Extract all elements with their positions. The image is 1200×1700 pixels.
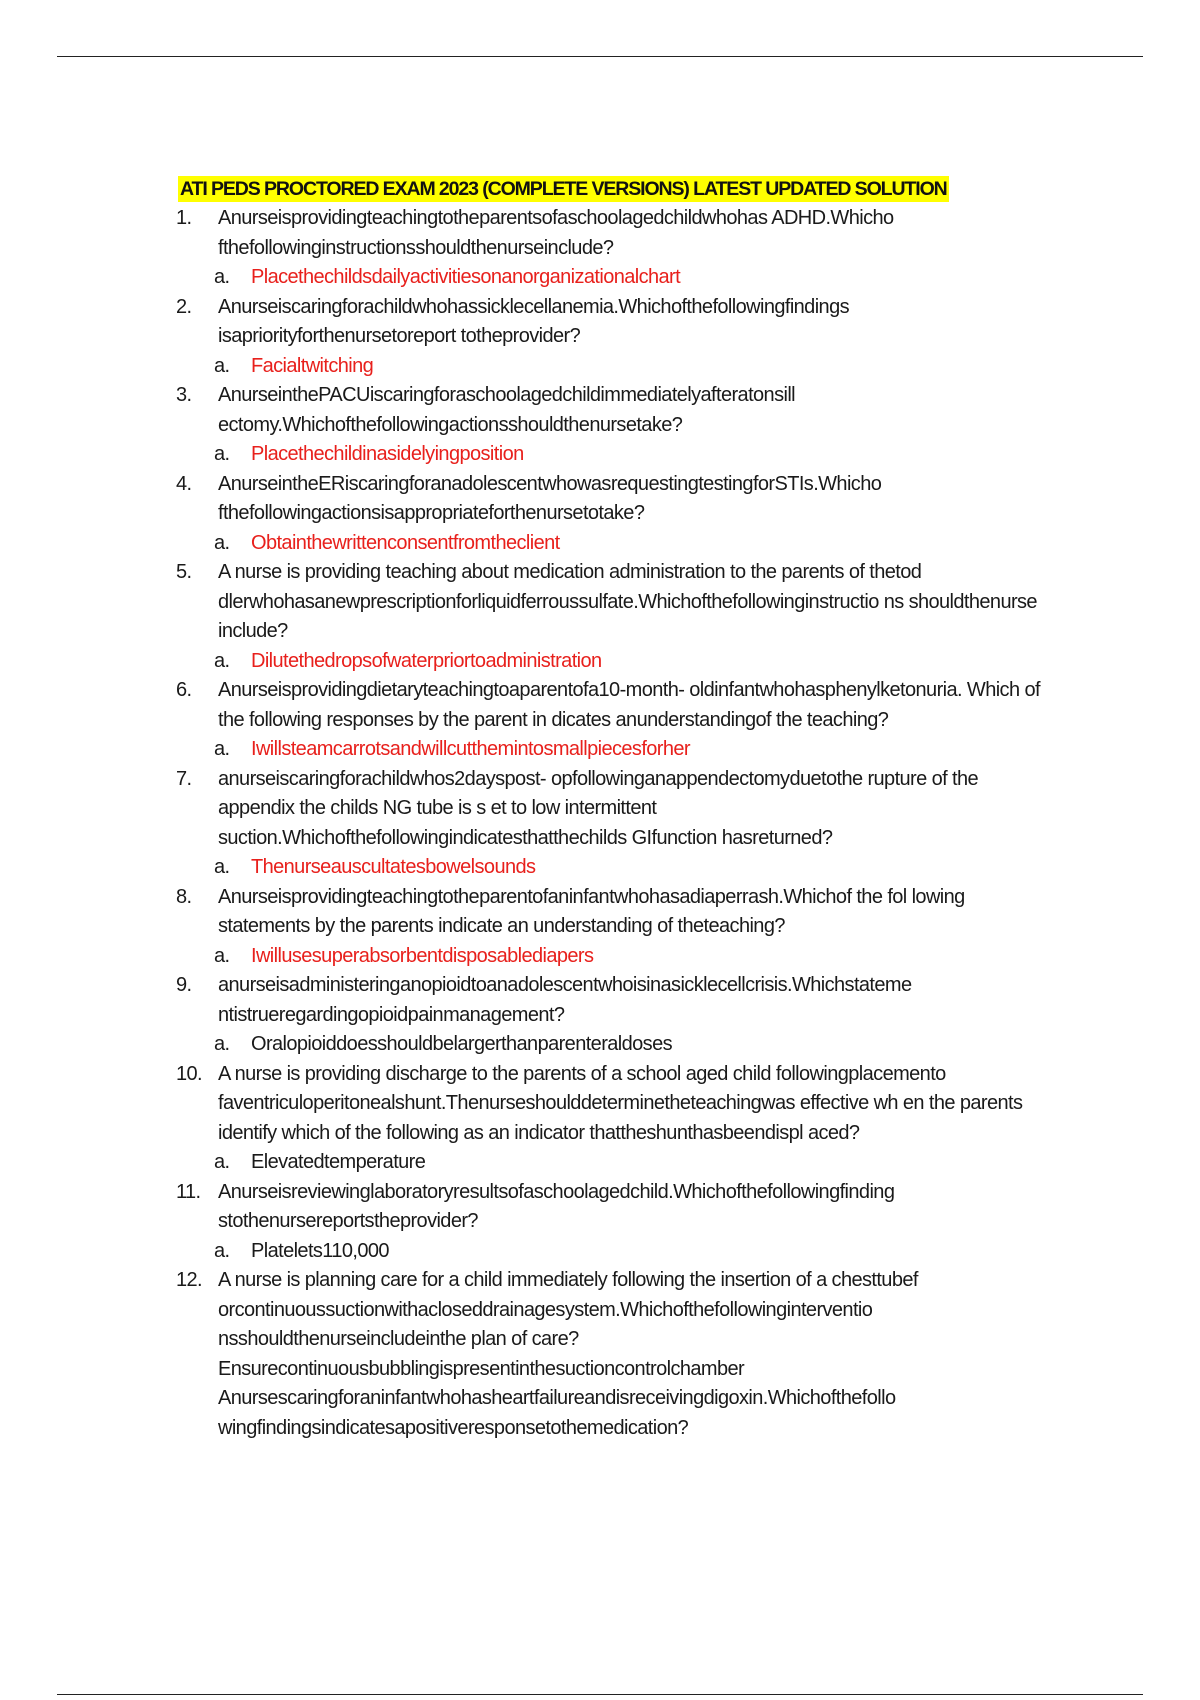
- question-list: [178, 204, 1058, 1355]
- answer-item: [178, 1237, 1058, 1267]
- answer-letter: a.: [214, 649, 230, 672]
- question-text: Anurseisprovidingteachingtotheparentofaninfantwhohasadiaperrash.Whichof the fol lowing statements by the parents indicate an understanding of theteaching?: [218, 885, 965, 937]
- question-text: Anurseisprovidingdietaryteachingtoaparentofa10-month- oldinfantwhohasphenylketonuria. Which of the following responses by the parent in dicates anunderstandingof the teaching?: [218, 679, 1040, 731]
- question-item: [178, 765, 1058, 854]
- question-text: anurseiscaringforachildwhos2dayspost- opfollowinganappendectomyduetothe rupture of the appendix the childs NG tube is s et to low intermittent suction.Whichofthefollowingindicatesthatthechilds GIfunction hasreturned?: [218, 767, 979, 849]
- answer-letter: a.: [214, 266, 230, 288]
- answer-letter: a.: [214, 944, 230, 967]
- question-item: [178, 470, 1058, 529]
- question-text: AnurseinthePACUiscaringforaschoolagedchildimmediatelyafteratonsill ectomy.Whichofthefollowingactionsshouldthenursetake?: [218, 384, 796, 436]
- question-text: Anurseisprovidingteachingtotheparentsofaschoolagedchildwhohas ADHD.Whicho fthefollowinginstructionsshouldthenurseinclude?: [218, 207, 894, 259]
- question-text: A nurse is providing discharge to the parents of a school aged child followingplacemento faventriculoperitonealshunt.Thenurseshoulddeterminetheteachingwas effective wh en the parents identify which of the following as an indicator thattheshunthasbeendispl aced?: [218, 1062, 1023, 1144]
- answer-text: Iwillusesuperabsorbentdisposablediapers: [251, 944, 594, 967]
- question-number: 6.: [176, 679, 192, 701]
- answer-letter: a.: [214, 1151, 230, 1173]
- answer-item: [178, 529, 1058, 559]
- answer-item: [178, 1030, 1058, 1060]
- question-item: [178, 971, 1058, 1030]
- answer-item: [178, 1148, 1058, 1178]
- question-item: [178, 676, 1058, 735]
- answer-text: Thenurseauscultatesbowelsounds: [251, 856, 536, 878]
- question-item: [178, 381, 1058, 440]
- question-number: 11.: [176, 1180, 201, 1203]
- question-item: [178, 1266, 1058, 1355]
- answer-item: [178, 735, 1058, 765]
- question-number: 5.: [176, 561, 192, 583]
- answer-text: Obtainthewrittenconsentfromtheclient: [251, 531, 560, 554]
- question-text: A nurse is planning care for a child immediately following the insertion of a chesttubef orcontinuoussuctionwithacloseddrainagesystem.Whichofthefollowinginterventio nsshouldthenurseincludeinthe plan of care?: [218, 1269, 918, 1350]
- answer-item: [178, 942, 1058, 972]
- answer-text: Facialtwitching: [251, 354, 374, 377]
- answer-letter: a.: [214, 1033, 230, 1055]
- answer-letter: a.: [214, 1239, 230, 1262]
- answer-letter: a.: [214, 354, 230, 377]
- question-text: anurseisadministeringanopioidtoanadolescentwhoisinasicklecellcrisis.Whichstateme ntistrueregardingopioidpainmanagement?: [218, 974, 912, 1026]
- question-item: [178, 558, 1058, 647]
- footer-rule: [57, 1694, 1143, 1695]
- answer-item: [178, 853, 1058, 883]
- answer-item: [178, 352, 1058, 382]
- question-item: [178, 293, 1058, 352]
- answer-letter: a.: [214, 738, 230, 760]
- question-text: AnurseintheERiscaringforanadolescentwhowasrequestingtestingforSTIs.Whicho fthefollowingactionsisappropriateforthenursetotake?: [218, 472, 882, 524]
- answer-letter: a.: [214, 443, 230, 465]
- trailing-line: Anursescaringforaninfantwhohasheartfailureandisreceivingdigoxin.Whichofthefollo wingfindingsindicatesapositiveresponsetothemedication?: [218, 1387, 896, 1439]
- answer-letter: a.: [214, 856, 230, 878]
- answer-text: Platelets110,000: [251, 1239, 389, 1262]
- trailing-line: Ensurecontinuousbubblingispresentinthesuctioncontrolchamber: [218, 1357, 745, 1380]
- answer-item: [178, 647, 1058, 677]
- answer-text: Placethechildinasidelyingposition: [251, 443, 524, 465]
- answer-item: [178, 263, 1058, 293]
- header-rule: [57, 56, 1143, 57]
- answer-item: [178, 440, 1058, 470]
- question-number: 2.: [176, 295, 192, 318]
- answer-text: Dilutethedropsofwaterpriortoadministration: [251, 649, 602, 672]
- question-text: A nurse is providing teaching about medication administration to the parents of thetod dlerwhohasanewprescriptionforliquidferroussulfate.Whichofthefollowinginstructio ns shouldthenurse include?: [218, 561, 1037, 642]
- answer-text: Placethechildsdailyactivitiesonanorganizationalchart: [251, 266, 681, 288]
- question-number: 7.: [176, 767, 192, 790]
- question-item: [178, 883, 1058, 942]
- question-item: [178, 1178, 1058, 1237]
- question-text: Anurseisreviewinglaboratoryresultsofaschoolagedchild.Whichofthefollowingfinding stothenursereportstheprovider?: [218, 1180, 895, 1232]
- question-item: [178, 204, 1058, 263]
- question-number: 12.: [176, 1269, 203, 1291]
- document-title: ATI PEDS PROCTORED EXAM 2023 (COMPLETE VERSIONS) LATEST UPDATED SOLUTION: [180, 178, 947, 200]
- question-number: 3.: [176, 384, 192, 406]
- question-number: 8.: [176, 885, 192, 908]
- answer-text: Elevatedtemperature: [251, 1151, 426, 1173]
- question-text: Anurseiscaringforachildwhohassicklecellanemia.Whichofthefollowingfindings isapriorityforthenursetoreport totheprovider?: [218, 295, 849, 347]
- answer-text: Oralopioiddoesshouldbelargerthanparenteraldoses: [251, 1033, 672, 1055]
- question-item: [178, 1060, 1058, 1149]
- answer-text: Iwillsteamcarrotsandwillcutthemintosmallpiecesforher: [251, 738, 690, 760]
- question-number: 9.: [176, 974, 192, 996]
- answer-letter: a.: [214, 531, 230, 554]
- document-body: [178, 176, 1058, 1443]
- question-number: 1.: [176, 207, 192, 229]
- trailing-text: [178, 1355, 1058, 1444]
- question-number: 10.: [176, 1062, 203, 1085]
- question-number: 4.: [176, 472, 192, 495]
